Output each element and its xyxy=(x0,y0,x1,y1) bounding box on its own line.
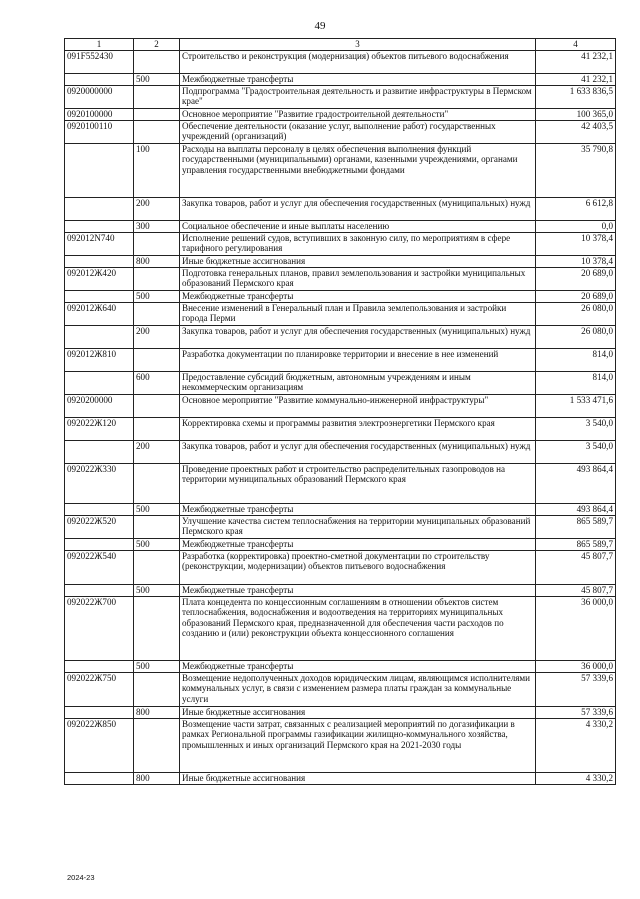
row-expense-type xyxy=(134,395,180,418)
row-expense-type: 500 xyxy=(134,539,180,551)
table-row xyxy=(65,86,616,109)
row-code xyxy=(65,661,134,673)
row-name: Закупка товаров, работ и услуг для обеспечения государственных (муниципальных) нужд xyxy=(180,326,536,349)
table-row xyxy=(65,551,616,585)
table-row xyxy=(65,585,616,597)
row-expense-type: 500 xyxy=(134,585,180,597)
row-code xyxy=(65,585,134,597)
row-expense-type xyxy=(134,349,180,372)
row-name: Возмещение части затрат, связанных с реализацией мероприятий по догазификации в рамках Региональной программы газификации жилищно-коммунального хозяйства, промышленных и иных организаций Пермского края на 2021-2030 годы xyxy=(180,719,536,773)
row-name: Основное мероприятие "Развитие градостроительной деятельности" xyxy=(180,109,536,121)
row-amount: 0,0 xyxy=(536,221,616,233)
row-name: Закупка товаров, работ и услуг для обеспечения государственных (муниципальных) нужд xyxy=(180,198,536,221)
row-name: Улучшение качества систем теплоснабжения на территории муниципальных образований Пермского края xyxy=(180,516,536,539)
row-amount: 45 807,7 xyxy=(536,585,616,597)
column-header: 1 xyxy=(65,39,134,51)
row-code xyxy=(65,707,134,719)
row-name: Подпрограмма "Градостроительная деятельность и развитие инфраструктуры в Пермском крае" xyxy=(180,86,536,109)
row-expense-type xyxy=(134,86,180,109)
row-code: 092012Ж640 xyxy=(65,303,134,326)
row-amount: 57 339,6 xyxy=(536,707,616,719)
table-row xyxy=(65,418,616,441)
row-code: 092012Ж810 xyxy=(65,349,134,372)
table-row xyxy=(65,372,616,395)
row-code xyxy=(65,198,134,221)
row-name: Корректировка схемы и программы развития электроэнергетики Пермского края xyxy=(180,418,536,441)
row-expense-type xyxy=(134,303,180,326)
row-expense-type xyxy=(134,51,180,74)
row-expense-type xyxy=(134,464,180,504)
row-expense-type: 200 xyxy=(134,198,180,221)
row-code xyxy=(65,221,134,233)
row-name: Расходы на выплаты персоналу в целях обеспечения выполнения функций государственными (муниципальными) органами, казенными учреждениями, органами управления государственными внебюджетными фондами xyxy=(180,144,536,198)
row-name: Межбюджетные трансферты xyxy=(180,585,536,597)
row-amount: 3 540,0 xyxy=(536,418,616,441)
row-code: 092012N740 xyxy=(65,233,134,256)
row-amount: 3 540,0 xyxy=(536,441,616,464)
row-amount: 6 612,8 xyxy=(536,198,616,221)
column-header: 4 xyxy=(536,39,616,51)
row-name: Проведение проектных работ и строительство распределительных газопроводов на территории муниципальных образований Пермского края xyxy=(180,464,536,504)
row-name: Предоставление субсидий бюджетным, автономным учреждениям и иным некоммерческим организациям xyxy=(180,372,536,395)
row-expense-type: 100 xyxy=(134,144,180,198)
row-expense-type: 200 xyxy=(134,441,180,464)
row-amount: 814,0 xyxy=(536,349,616,372)
row-code: 092022Ж540 xyxy=(65,551,134,585)
table-row xyxy=(65,291,616,303)
row-expense-type: 500 xyxy=(134,74,180,86)
row-amount: 493 864,4 xyxy=(536,504,616,516)
row-name: Разработка (корректировка) проектно-сметной документации по строительству (реконструкции, модернизации) объектов питьевого водоснабжения xyxy=(180,551,536,585)
row-code: 092022Ж700 xyxy=(65,597,134,661)
row-name: Межбюджетные трансферты xyxy=(180,539,536,551)
row-expense-type xyxy=(134,268,180,291)
row-code xyxy=(65,326,134,349)
row-code: 0920100110 xyxy=(65,121,134,144)
row-amount: 26 080,0 xyxy=(536,303,616,326)
row-code xyxy=(65,504,134,516)
row-amount: 865 589,7 xyxy=(536,539,616,551)
row-name: Внесение изменений в Генеральный план и Правила землепользования и застройки города Перми xyxy=(180,303,536,326)
table-header-row xyxy=(65,39,616,51)
row-amount: 20 689,0 xyxy=(536,268,616,291)
table-row xyxy=(65,395,616,418)
table-row xyxy=(65,597,616,661)
table-row xyxy=(65,74,616,86)
row-code xyxy=(65,773,134,785)
row-amount: 20 689,0 xyxy=(536,291,616,303)
row-name: Иные бюджетные ассигнования xyxy=(180,256,536,268)
table-row xyxy=(65,773,616,785)
row-amount: 26 080,0 xyxy=(536,326,616,349)
row-expense-type: 500 xyxy=(134,661,180,673)
row-code xyxy=(65,74,134,86)
row-name: Возмещение недополученных доходов юридическим лицам, являющимся исполнителями коммунальных услуг, в связи с изменением размера платы граждан за коммунальные услуги xyxy=(180,673,536,707)
row-expense-type xyxy=(134,551,180,585)
row-expense-type xyxy=(134,597,180,661)
row-code: 0920200000 xyxy=(65,395,134,418)
row-expense-type xyxy=(134,673,180,707)
table-row xyxy=(65,268,616,291)
row-code xyxy=(65,291,134,303)
row-expense-type xyxy=(134,121,180,144)
row-name: Строительство и реконструкция (модернизация) объектов питьевого водоснабжения xyxy=(180,51,536,74)
table-row xyxy=(65,464,616,504)
table-row xyxy=(65,51,616,74)
row-expense-type: 800 xyxy=(134,256,180,268)
row-expense-type: 500 xyxy=(134,291,180,303)
row-amount: 865 589,7 xyxy=(536,516,616,539)
table-row xyxy=(65,303,616,326)
row-name: Межбюджетные трансферты xyxy=(180,291,536,303)
row-name: Межбюджетные трансферты xyxy=(180,74,536,86)
row-name: Межбюджетные трансферты xyxy=(180,661,536,673)
table-row xyxy=(65,233,616,256)
row-amount: 35 790,8 xyxy=(536,144,616,198)
row-amount: 4 330,2 xyxy=(536,719,616,773)
row-code xyxy=(65,256,134,268)
row-amount: 100 365,0 xyxy=(536,109,616,121)
row-name: Социальное обеспечение и иные выплаты населению xyxy=(180,221,536,233)
row-name: Основное мероприятие "Развитие коммунально-инженерной инфраструктуры" xyxy=(180,395,536,418)
row-amount: 41 232,1 xyxy=(536,74,616,86)
row-expense-type: 600 xyxy=(134,372,180,395)
table-row xyxy=(65,504,616,516)
table-row xyxy=(65,121,616,144)
row-code xyxy=(65,372,134,395)
table-row xyxy=(65,349,616,372)
row-amount: 4 330,2 xyxy=(536,773,616,785)
table-row xyxy=(65,144,616,198)
row-expense-type xyxy=(134,109,180,121)
page-number: 49 xyxy=(314,20,326,32)
row-code xyxy=(65,144,134,198)
row-code: 092022Ж850 xyxy=(65,719,134,773)
row-name: Исполнение решений судов, вступивших в законную силу, по мероприятиям в сфере тарифного регулирования xyxy=(180,233,536,256)
row-name: Межбюджетные трансферты xyxy=(180,504,536,516)
row-name: Плата концедента по концессионным соглашениям в отношении объектов систем теплоснабжения, водоснабжения и водоотведения на территориях муниципальных образований Пермского края, предназначенной для обеспечения части расходов по созданию и (или) реконструкции объекта концессионного соглашения xyxy=(180,597,536,661)
row-code: 092022Ж330 xyxy=(65,464,134,504)
row-code xyxy=(65,441,134,464)
row-name: Иные бюджетные ассигнования xyxy=(180,773,536,785)
row-expense-type: 300 xyxy=(134,221,180,233)
table-row xyxy=(65,326,616,349)
table-row xyxy=(65,719,616,773)
row-code: 092022Ж520 xyxy=(65,516,134,539)
table-row xyxy=(65,661,616,673)
table-row xyxy=(65,707,616,719)
table-row xyxy=(65,256,616,268)
row-amount: 57 339,6 xyxy=(536,673,616,707)
row-code: 092022Ж750 xyxy=(65,673,134,707)
row-code: 092022Ж120 xyxy=(65,418,134,441)
table-row xyxy=(65,516,616,539)
table-row xyxy=(65,441,616,464)
row-name: Закупка товаров, работ и услуг для обеспечения государственных (муниципальных) нужд xyxy=(180,441,536,464)
row-code: 0920100000 xyxy=(65,109,134,121)
table-row xyxy=(65,109,616,121)
row-amount: 10 378,4 xyxy=(536,233,616,256)
row-amount: 36 000,0 xyxy=(536,597,616,661)
row-name: Подготовка генеральных планов, правил землепользования и застройки муниципальных образований Пермского края xyxy=(180,268,536,291)
table-row xyxy=(65,198,616,221)
column-header: 3 xyxy=(180,39,536,51)
document-footer-id: 2024-23 xyxy=(67,873,95,882)
row-amount: 493 864,4 xyxy=(536,464,616,504)
row-amount: 36 000,0 xyxy=(536,661,616,673)
column-header: 2 xyxy=(134,39,180,51)
row-code: 0920000000 xyxy=(65,86,134,109)
row-expense-type: 500 xyxy=(134,504,180,516)
row-amount: 1 633 836,5 xyxy=(536,86,616,109)
table-body xyxy=(65,51,616,785)
row-expense-type xyxy=(134,418,180,441)
row-amount: 814,0 xyxy=(536,372,616,395)
row-name: Разработка документации по планировке территории и внесение в нее изменений xyxy=(180,349,536,372)
row-expense-type xyxy=(134,719,180,773)
table-row xyxy=(65,673,616,707)
row-amount: 41 232,1 xyxy=(536,51,616,74)
row-amount: 1 533 471,6 xyxy=(536,395,616,418)
row-expense-type: 800 xyxy=(134,707,180,719)
row-code: 091F552430 xyxy=(65,51,134,74)
row-amount: 10 378,4 xyxy=(536,256,616,268)
row-name: Обеспечение деятельности (оказание услуг, выполнение работ) государственных учреждений (организаций) xyxy=(180,121,536,144)
row-code xyxy=(65,539,134,551)
row-expense-type: 200 xyxy=(134,326,180,349)
row-expense-type xyxy=(134,233,180,256)
row-code: 092012Ж420 xyxy=(65,268,134,291)
row-amount: 42 403,5 xyxy=(536,121,616,144)
table-row xyxy=(65,221,616,233)
table-row xyxy=(65,539,616,551)
row-amount: 45 807,7 xyxy=(536,551,616,585)
row-name: Иные бюджетные ассигнования xyxy=(180,707,536,719)
budget-table xyxy=(64,38,616,785)
row-expense-type xyxy=(134,516,180,539)
row-expense-type: 800 xyxy=(134,773,180,785)
